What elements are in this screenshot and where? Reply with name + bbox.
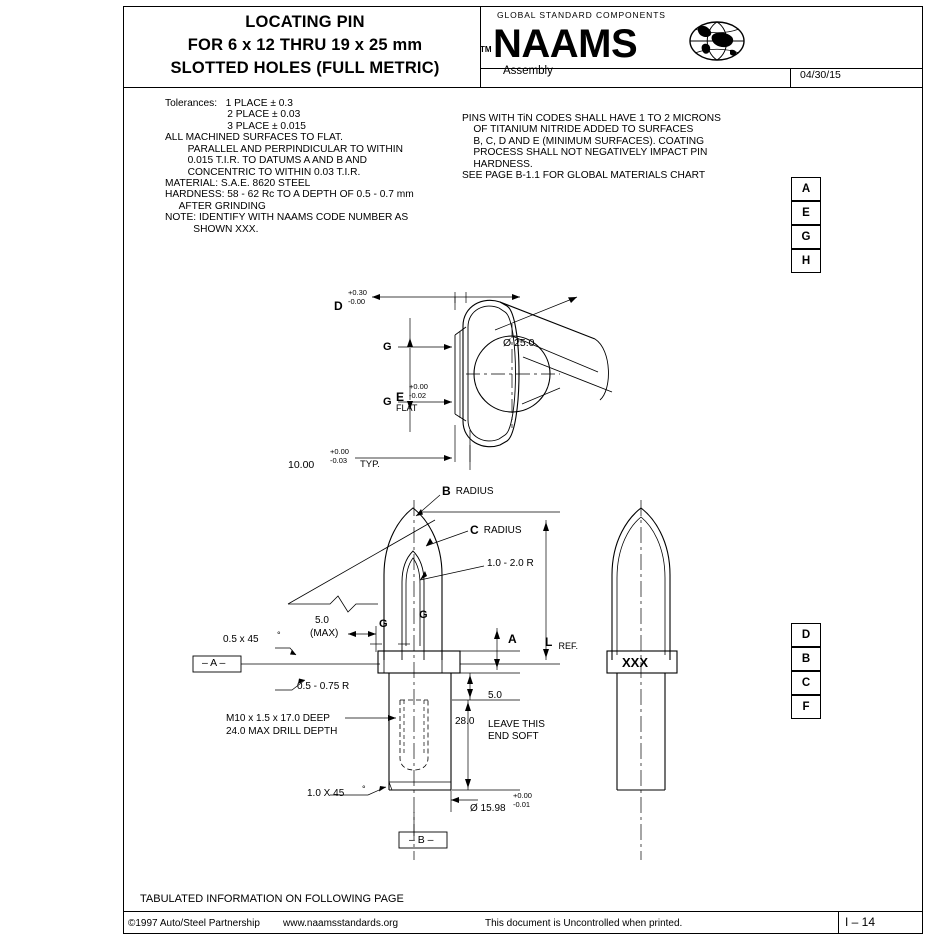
note-r-5: SEE PAGE B-1.1 FOR GLOBAL MATERIALS CHART xyxy=(462,170,706,182)
note-r-4: HARDNESS. xyxy=(462,158,533,170)
label-dim-28: 28.0 xyxy=(455,716,475,727)
marking-xxx: XXX xyxy=(622,655,649,670)
label-typ: TYP. xyxy=(360,459,380,470)
note-l-1: 2 PLACE ± 0.03 xyxy=(165,109,301,121)
label-d: D xyxy=(334,299,343,313)
label-chamfer-05: 0.5 x 45 xyxy=(223,634,259,645)
note-r-3: PROCESS SHALL NOT NEGATIVELY IMPACT PIN xyxy=(462,147,708,159)
label-g-right: G xyxy=(419,609,428,621)
label-g-top-1: G xyxy=(383,341,392,353)
label-dia-tol-lower: -0.01 xyxy=(513,800,531,809)
tab-f[interactable]: F xyxy=(791,695,821,719)
label-g-left: G xyxy=(379,618,388,630)
footer-page-divider xyxy=(838,911,839,934)
page-number: I – 14 xyxy=(845,915,876,929)
note-l-0: Tolerances: 1 PLACE ± 0.3 xyxy=(165,98,293,109)
footer-divider xyxy=(123,911,923,912)
label-c-radius-text: RADIUS xyxy=(481,525,522,536)
label-c-radius: C xyxy=(470,523,479,537)
note-l-10: NOTE: IDENTIFY WITH NAAMS CODE NUMBER AS xyxy=(165,212,409,224)
note-r-1: OF TITANIUM NITRIDE ADDED TO SURFACES xyxy=(462,124,694,136)
note-l-8: HARDNESS: 58 - 62 Rc TO A DEPTH OF 0.5 - 0.7 mm xyxy=(165,189,414,201)
title-line-3: SLOTTED HOLES (FULL METRIC) xyxy=(170,59,440,77)
label-e-tol-upper: +0.00 xyxy=(409,382,428,391)
note-l-7: MATERIAL: S.A.E. 8620 STEEL xyxy=(165,177,311,189)
uncontrolled-note: This document is Uncontrolled when printed. xyxy=(485,918,683,929)
label-d-tol-upper: +0.30 xyxy=(348,288,367,297)
label-l-dim: L xyxy=(545,635,553,649)
label-dia-1598: Ø 15.98 xyxy=(470,803,506,814)
label-l-ref: REF. xyxy=(556,641,579,651)
tab-a[interactable]: A xyxy=(791,177,821,201)
title-line-1: LOCATING PIN xyxy=(245,13,365,31)
assembly-label: Assembly xyxy=(503,65,553,77)
datum-a-label: – A – xyxy=(202,657,226,669)
note-l-4: PARALLEL AND PERPINDICULAR TO WITHIN xyxy=(165,143,403,155)
label-thread-2: 24.0 MAX DRILL DEPTH xyxy=(226,726,338,737)
label-leave-soft-1: LEAVE THIS xyxy=(488,719,545,730)
tab-d[interactable]: D xyxy=(791,623,821,647)
brand-name: NAAMS xyxy=(493,22,638,66)
note-l-6: CONCENTRIC TO WITHIN 0.03 T.I.R. xyxy=(165,166,361,178)
trademark-mark: TM xyxy=(480,45,492,54)
tab-b[interactable]: B xyxy=(791,647,821,671)
label-b-radius-text: RADIUS xyxy=(453,486,494,497)
tab-c[interactable]: C xyxy=(791,671,821,695)
note-r-2: B, C, D AND E (MINIMUM SURFACES). COATING xyxy=(462,135,705,147)
label-dim-10: 10.00 xyxy=(288,459,315,471)
label-chamfer-05-degree: ° xyxy=(277,630,281,640)
copyright-text: ©1997 Auto/Steel Partnership xyxy=(128,918,260,929)
label-chamfer-10-degree: ° xyxy=(362,784,366,794)
revision-date: 04/30/15 xyxy=(800,69,841,81)
datum-b-label: – B – xyxy=(409,834,434,846)
brand-tagline: GLOBAL STANDARD COMPONENTS xyxy=(497,10,666,20)
note-l-2: 3 PLACE ± 0.015 xyxy=(165,120,306,132)
label-e-tol-lower: -0.02 xyxy=(409,391,427,400)
label-dia-tol-upper: +0.00 xyxy=(513,791,532,800)
label-dim-10-tol-lower: -0.03 xyxy=(330,456,348,465)
note-l-3: ALL MACHINED SURFACES TO FLAT. xyxy=(165,132,343,144)
label-r-05-075: 0.5 - 0.75 R xyxy=(297,681,350,692)
label-dim-5: 5.0 xyxy=(488,690,502,701)
label-d-tol-lower: -0.00 xyxy=(348,297,366,306)
label-a-dim: A xyxy=(508,632,517,646)
note-l-11: SHOWN XXX. xyxy=(165,223,259,235)
website-link[interactable]: www.naamsstandards.org xyxy=(283,918,399,929)
label-dim-10-tol-upper: +0.00 xyxy=(330,447,349,456)
label-e: E xyxy=(396,390,405,404)
tab-e[interactable]: E xyxy=(791,201,821,225)
tabulated-note: TABULATED INFORMATION ON FOLLOWING PAGE xyxy=(140,893,404,905)
tab-g[interactable]: G xyxy=(791,225,821,249)
label-r-1-2: 1.0 - 2.0 R xyxy=(487,558,534,569)
label-leave-soft-2: END SOFT xyxy=(488,731,539,742)
label-e-flat: FLAT xyxy=(396,403,418,413)
note-r-0: PINS WITH TiN CODES SHALL HAVE 1 TO 2 MICRONS xyxy=(462,113,721,124)
label-g-top-2: G xyxy=(383,396,392,408)
note-l-9: AFTER GRINDING xyxy=(165,200,266,212)
label-dia-25: Ø 25.0 xyxy=(503,337,535,349)
label-5-max-2: (MAX) xyxy=(310,628,339,639)
label-b-radius: B xyxy=(442,484,451,498)
label-5-max-1: 5.0 xyxy=(315,615,329,626)
tab-h[interactable]: H xyxy=(791,249,821,273)
label-chamfer-10: 1.0 X 45 xyxy=(307,788,345,799)
title-line-2: FOR 6 x 12 THRU 19 x 25 mm xyxy=(187,36,423,54)
note-l-5: 0.015 T.I.R. TO DATUMS A AND B AND xyxy=(165,155,367,167)
label-thread-1: M10 x 1.5 x 17.0 DEEP xyxy=(226,713,330,724)
